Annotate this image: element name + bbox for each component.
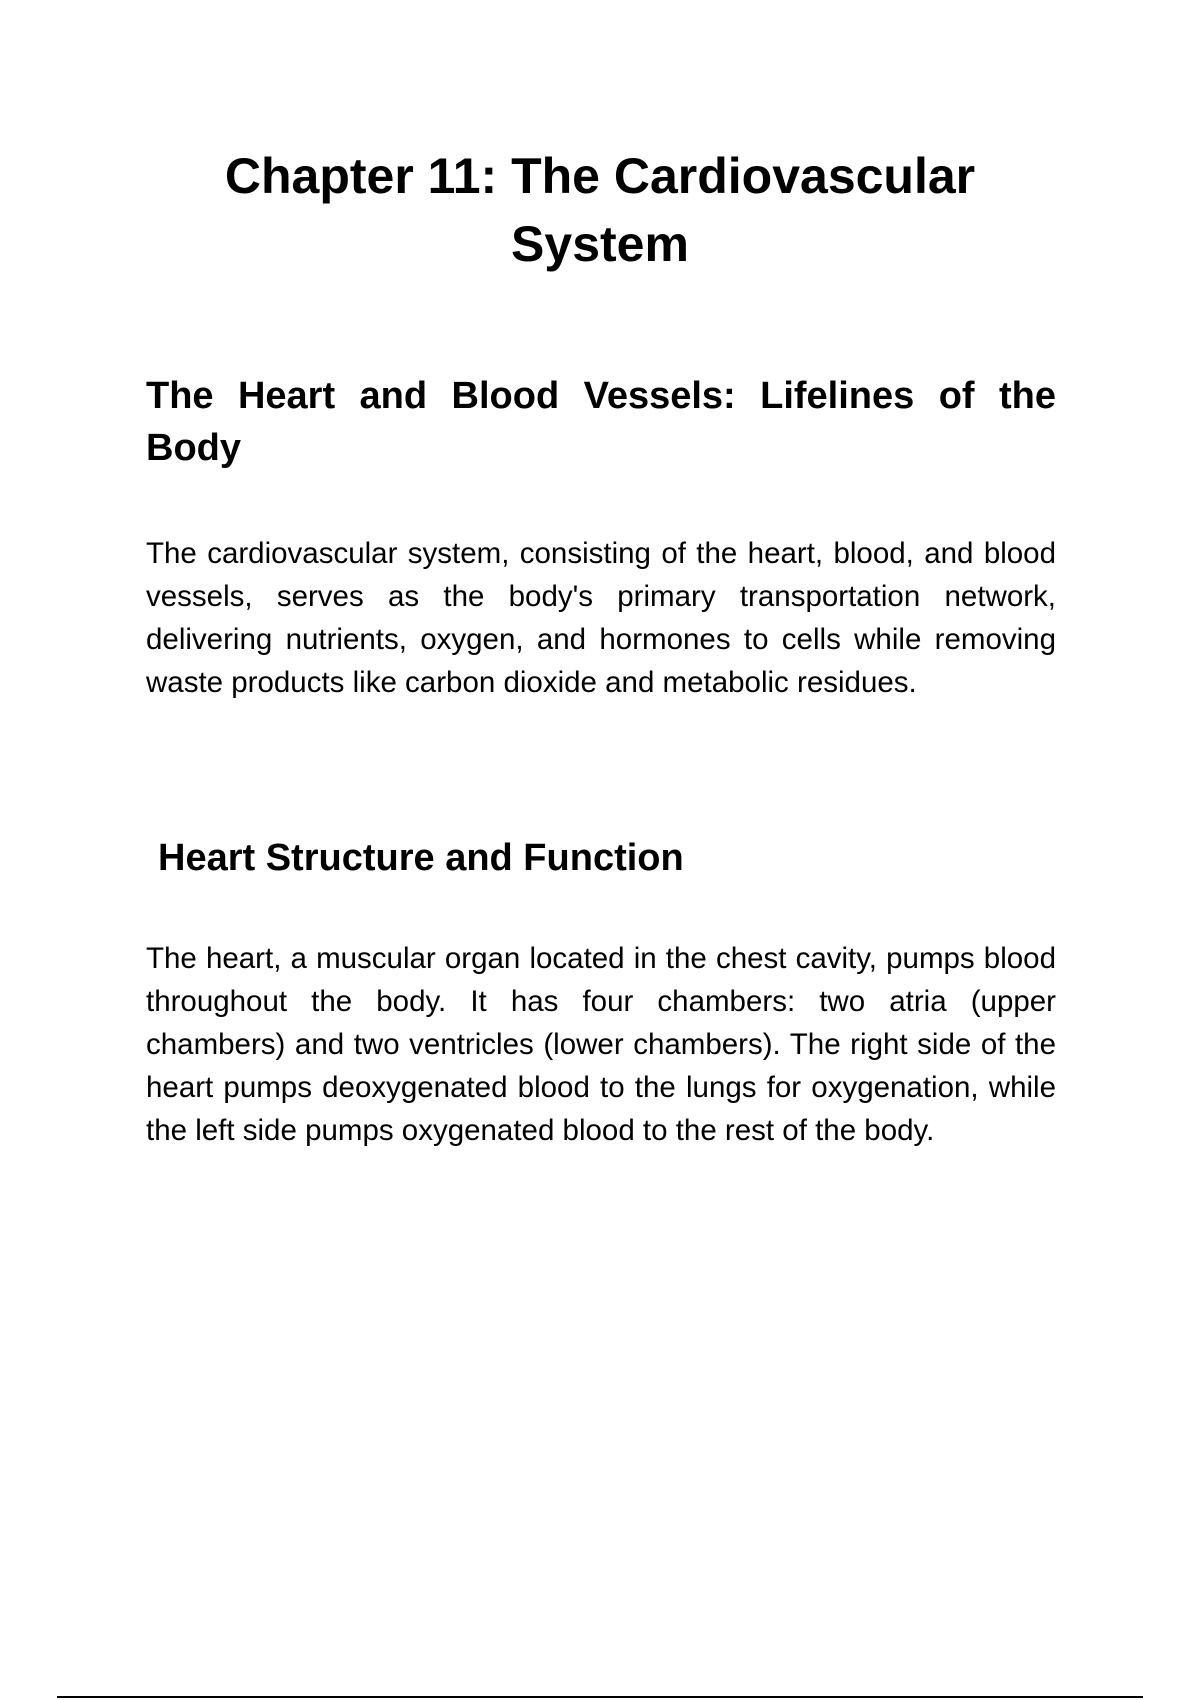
footer-divider (57, 1696, 1143, 1698)
section-paragraph-cardiovascular-overview: The cardiovascular system, consisting of the heart, blood, and blood vessels, serves as the body's primary transportation network, delivering nutrients, oxygen, and hormones to cells while removing waste products like carbon dioxide and metabolic residues. (146, 537, 1056, 699)
section-heading-heart-structure: Heart Structure and Function (158, 837, 684, 879)
section-heading-heart-and-blood-vessels: The Heart and Blood Vessels: Lifelines of the Body (146, 375, 1056, 469)
chapter-title: Chapter 11: The Cardiovascular System (224, 148, 976, 272)
section-paragraph-heart-structure: The heart, a muscular organ located in the chest cavity, pumps blood throughout the body. It has four chambers: two atria (upper chambers) and two ventricles (lower chambers). The right side of the heart pumps deoxygenated blood to the lungs for oxygenation, while the left side pumps oxygenated blood to the rest of the body. (146, 942, 1056, 1147)
